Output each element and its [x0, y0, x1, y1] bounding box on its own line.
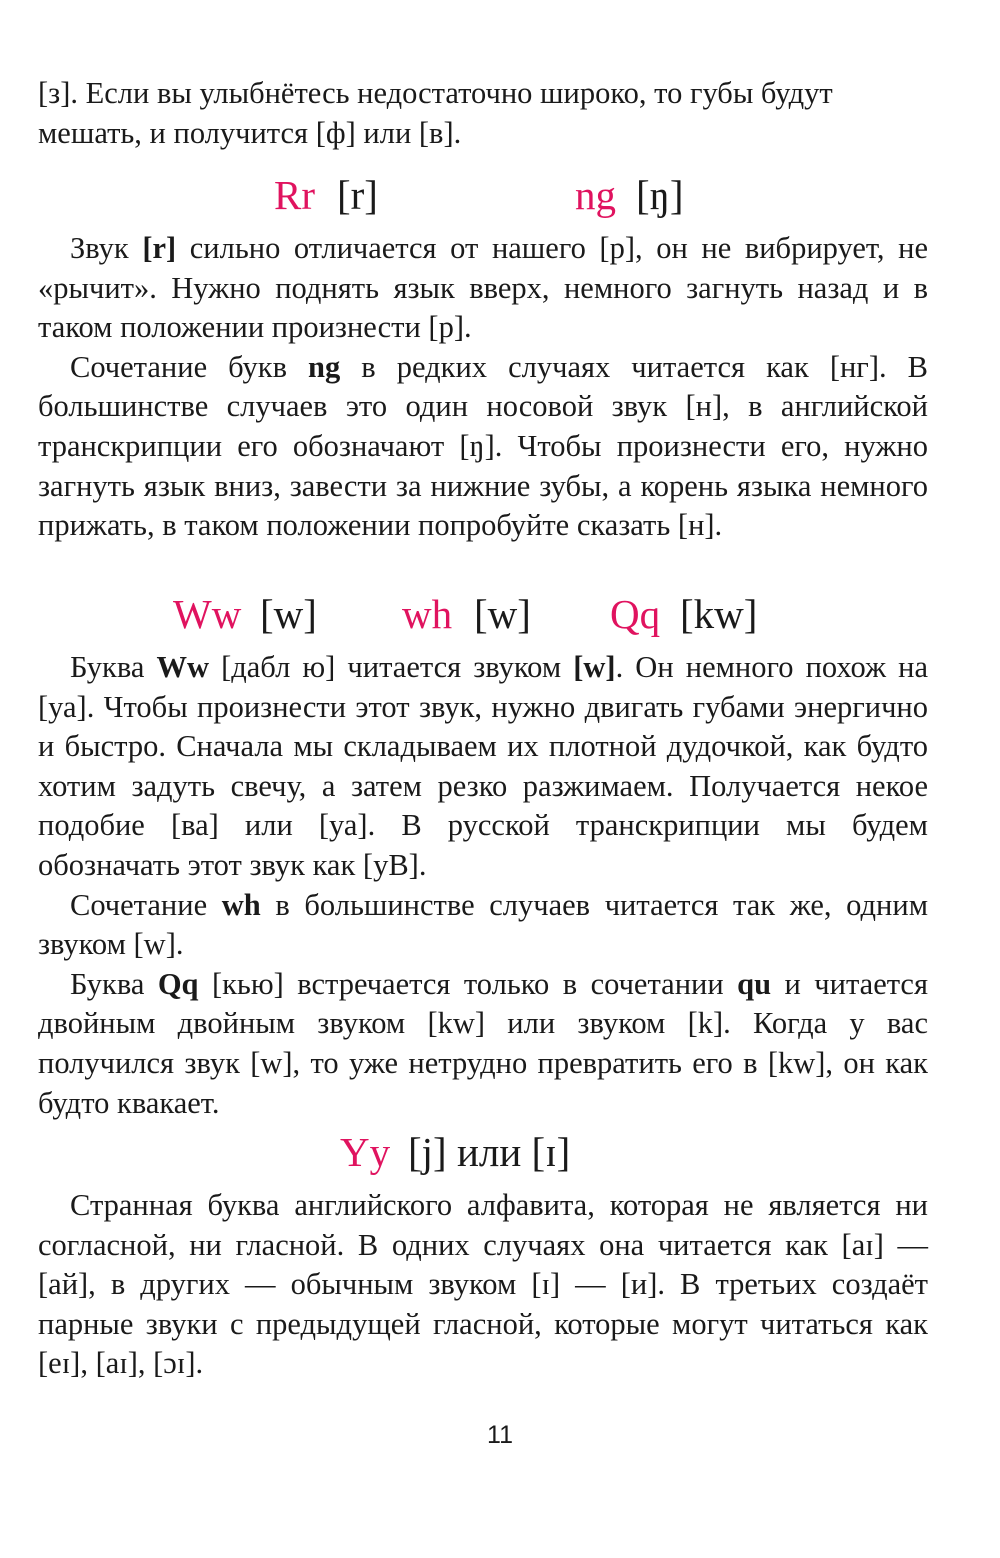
- heading-r-ng-letter-1: Rr: [274, 172, 315, 218]
- bold-ng: ng: [308, 349, 341, 384]
- body-section-1: [38, 229, 928, 546]
- heading-y-rest: [j] или [ɪ]: [408, 1129, 571, 1175]
- heading-r-ng-sound-2: [ŋ]: [636, 172, 684, 218]
- heading-r-ng-sound-1: [r]: [337, 172, 378, 218]
- heading-y-letter: Yy: [340, 1129, 391, 1175]
- paragraph-y: Странная буква английского алфавита, которая не является ни согласной, ни гласной. В одних случаях она читается как [aɪ] — [ай], в других — обычным звуком [ɪ] — [и]. В третьих создаёт парные звуки с предыдущей гласной, которые могут читаться как [eɪ], [aɪ], [ɔɪ].: [38, 1188, 928, 1381]
- heading-q-letter: Qq: [610, 591, 661, 637]
- body-section-3: [38, 1186, 928, 1384]
- heading-r-ng: [0, 165, 1000, 225]
- page-number: 11: [487, 1421, 513, 1449]
- paragraph-r: Звук [r] сильно отличается от нашего [р], он не вибрирует, не «рычит». Нужно поднять язык вверх, немного загнуть назад и в таком положении произнести [р].: [38, 231, 928, 345]
- bold-wh: wh: [221, 887, 261, 922]
- heading-w-letter: Ww: [173, 591, 242, 637]
- heading-q-sound: [kw]: [680, 591, 758, 637]
- heading-r-ng-letter-2: ng: [575, 172, 616, 218]
- heading-wh-sound: [w]: [474, 591, 531, 637]
- paragraph-q: Буква Qq [кью] встречается только в сочетании qu и читается двойным двойным звуком [kw] или звуком [k]. Когда у вас получился звук [w], то уже нетрудно превратить его в [kw], он как будто квакает.: [38, 966, 928, 1120]
- bold-r: [r]: [142, 231, 177, 265]
- paragraph-w: Буква Ww [дабл ю] читается звуком [w]. Он немного похож на [уа]. Чтобы произнести этот звук, нужно двигать губами энергично и быстро. Сначала мы складываем их плотной дудочкой, как будто хотим задуть свечу, а затем резко разжимаем. Получается некое подобие [ва] или [уа]. В русской транскрипции мы будем обозначать этот звук как [уВ].: [38, 650, 929, 882]
- intro-line-1: [з]. Если вы улыбнётесь недостаточно широко, то губы будут: [38, 76, 833, 110]
- intro-text: [38, 74, 928, 153]
- heading-w-sound: [w]: [260, 591, 317, 637]
- heading-w-wh-q: [0, 584, 1000, 644]
- paragraph-ng: Сочетание букв ng в редких случаях читается как [нг]. В большинстве случаев это один носовой звук [н], в английской транскрипции его обозначают [ŋ]. Чтобы произнести его, нужно загнуть язык вниз, завести за нижние зубы, а корень языка немного прижать, в таком положении попробуйте сказать [н].: [38, 349, 928, 543]
- heading-wh-letter: wh: [402, 591, 453, 637]
- bold-qu: qu: [737, 966, 772, 1001]
- bold-ww: Ww: [156, 650, 209, 684]
- body-section-2: [38, 648, 928, 1123]
- heading-y: [0, 1122, 1000, 1182]
- bold-qq: Qq: [157, 966, 199, 1001]
- intro-line-2: мешать, и получится [ф] или [в].: [38, 115, 462, 150]
- bold-w-sound: [w]: [573, 650, 616, 684]
- paragraph-wh: Сочетание wh в большинстве случаев читается так же, одним звуком [w].: [38, 887, 929, 962]
